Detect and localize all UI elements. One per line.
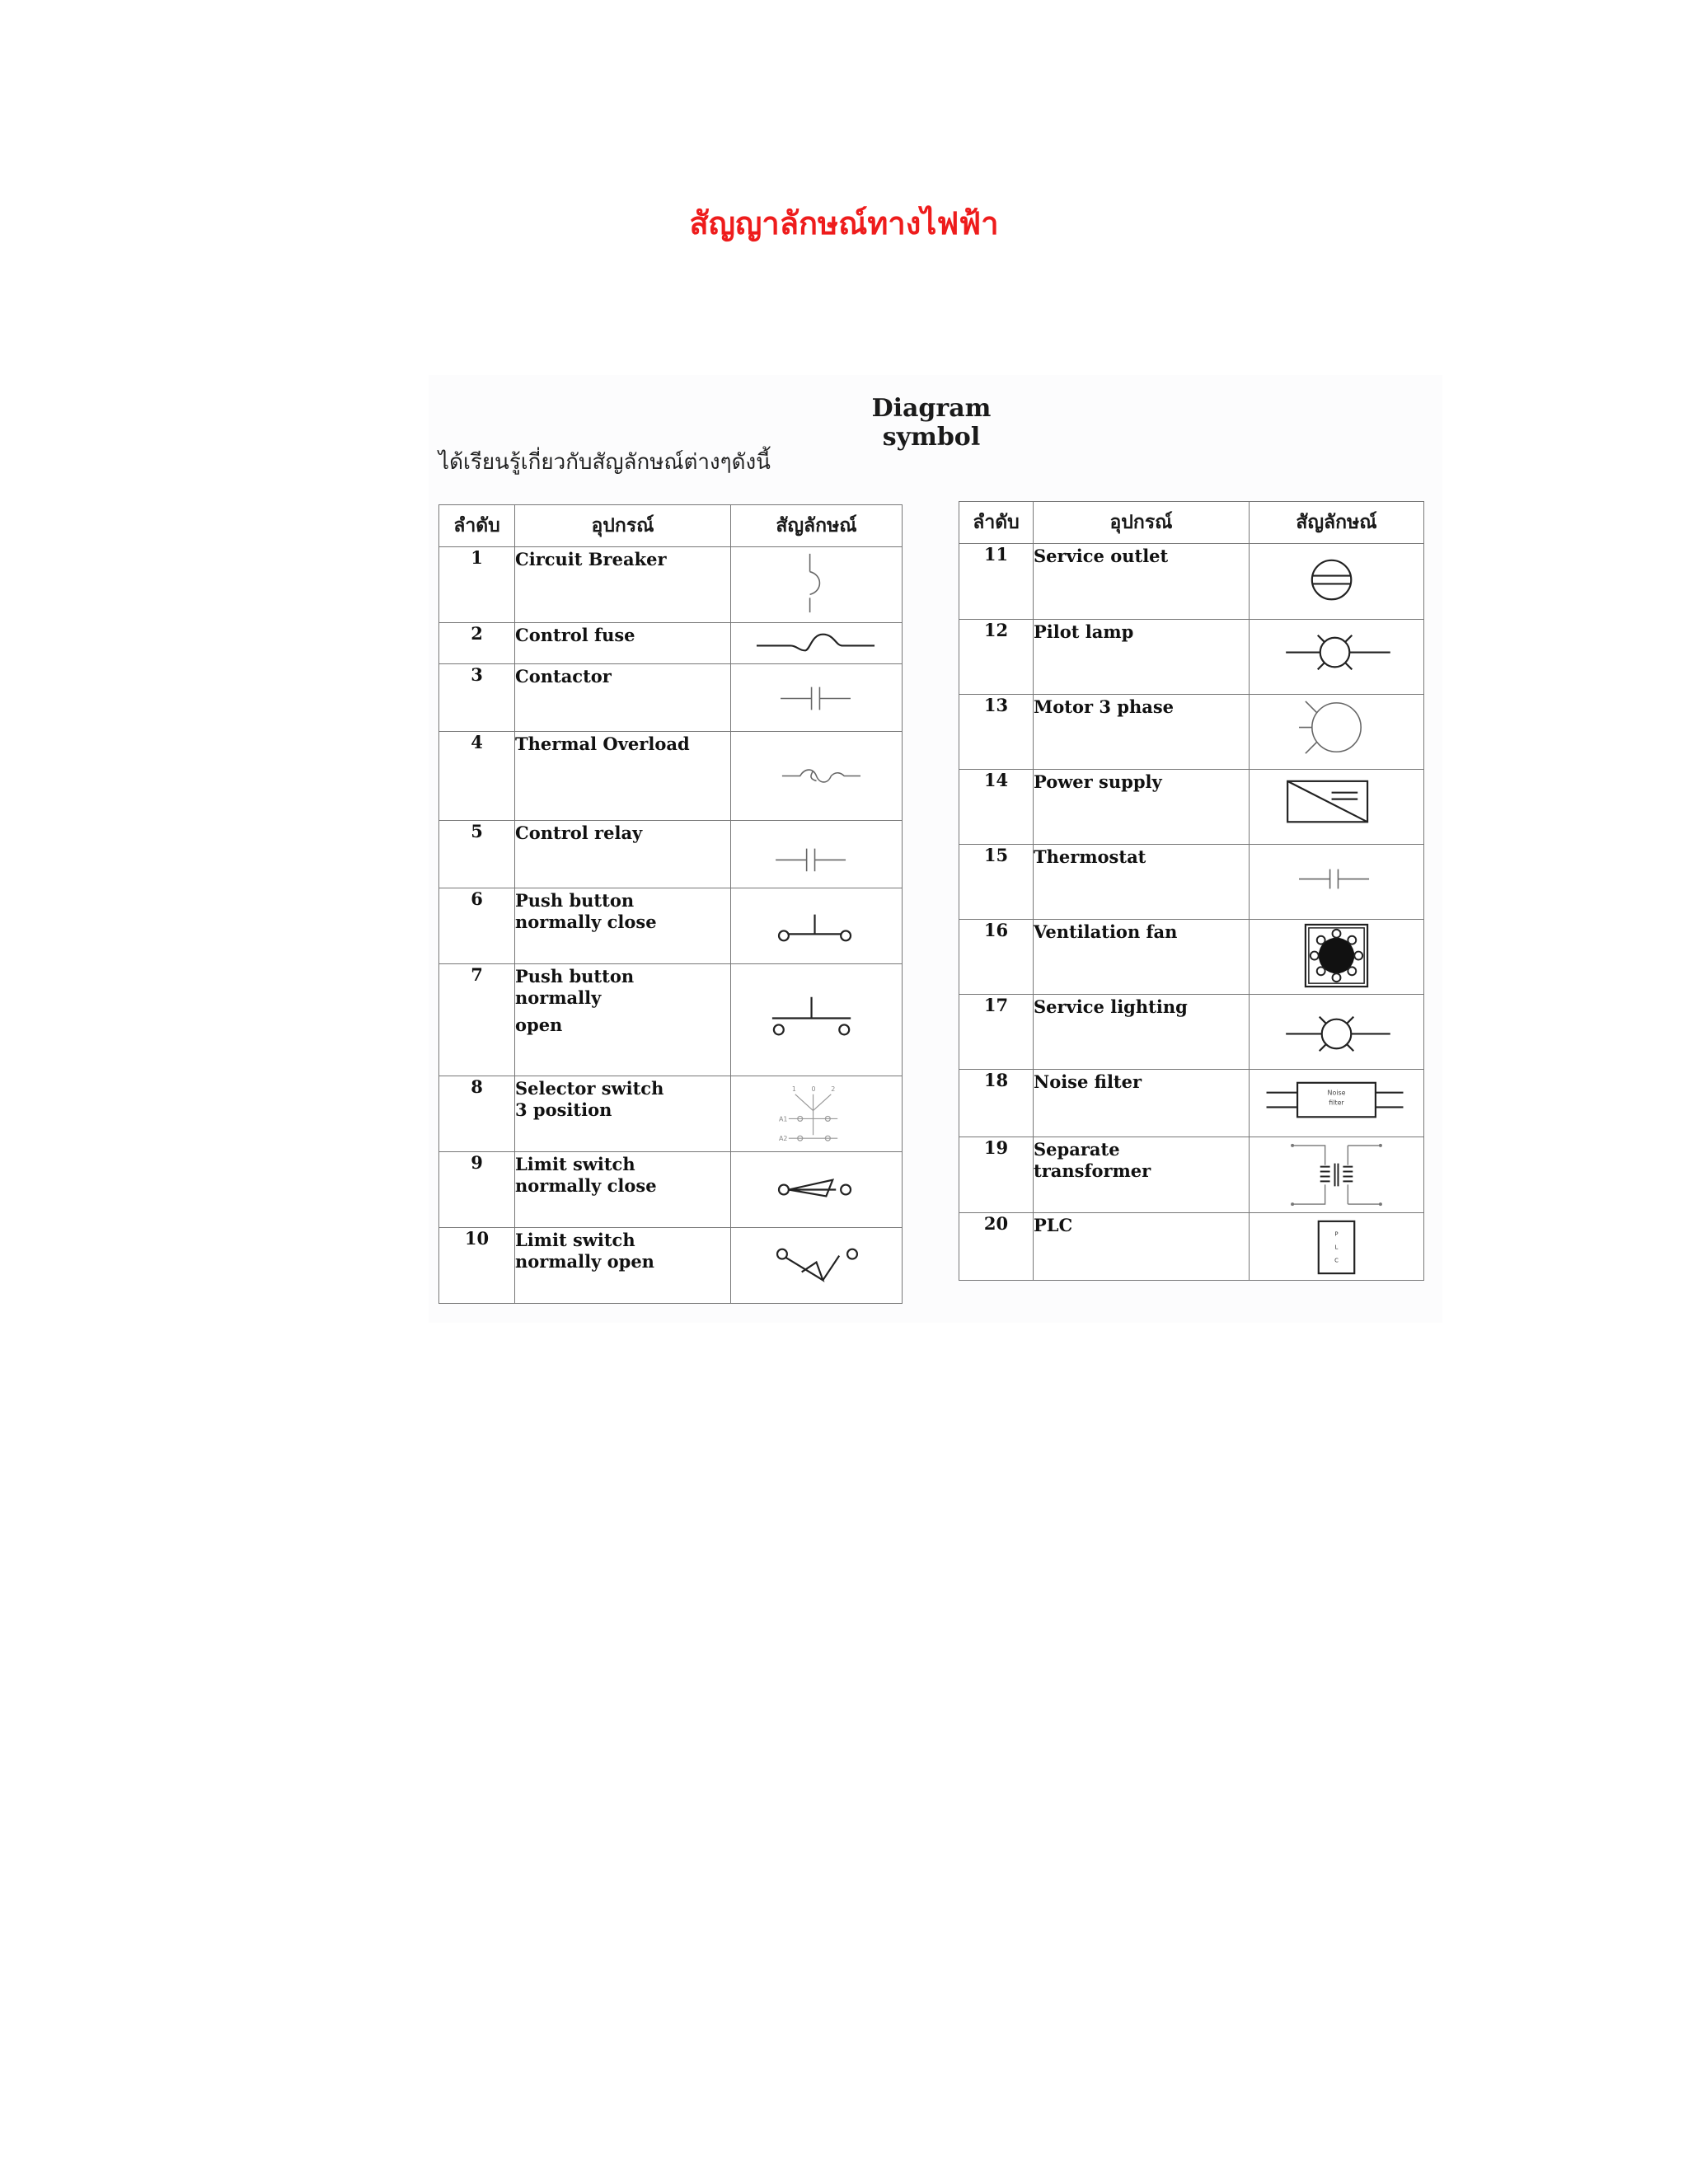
selector-label-a1: A1: [779, 1115, 788, 1123]
device-name: Power supply: [1034, 770, 1250, 845]
device-name: Contactor: [515, 664, 731, 732]
table-row: [959, 995, 1424, 1070]
row-number: 3: [439, 664, 515, 732]
motor-icon: [1250, 695, 1424, 770]
outlet-icon: [1250, 544, 1424, 620]
header-order: ลำดับ: [959, 502, 1034, 544]
row-number: 12: [959, 620, 1034, 695]
device-name: Thermal Overload: [515, 732, 731, 821]
table-row: [439, 1228, 903, 1304]
plc-icon: [1250, 1213, 1424, 1281]
plc-letter-l: L: [1334, 1244, 1339, 1251]
table-row: [439, 1076, 903, 1152]
selector-switch-icon: [731, 1076, 903, 1152]
device-name: Noise filter: [1034, 1070, 1250, 1137]
row-number: 7: [439, 964, 515, 1076]
table-row: [959, 770, 1424, 845]
table-row: [439, 888, 903, 964]
symbol-table-right: [959, 501, 1424, 1281]
thermal-overload-icon: [731, 732, 903, 821]
header-device: อุปกรณ์: [515, 505, 731, 547]
device-name: PLC: [1034, 1213, 1250, 1281]
header-device: อุปกรณ์: [1034, 502, 1250, 544]
device-name: Separate transformer: [1034, 1137, 1250, 1213]
noise-filter-label-1: Noise: [1327, 1089, 1346, 1097]
selector-label-2: 2: [831, 1085, 836, 1093]
row-number: 6: [439, 888, 515, 964]
row-number: 10: [439, 1228, 515, 1304]
row-number: 1: [439, 547, 515, 623]
table-row: [959, 845, 1424, 920]
device-name: Service lighting: [1034, 995, 1250, 1070]
header-symbol: สัญลักษณ์: [731, 505, 903, 547]
circuit-breaker-icon: [731, 547, 903, 623]
intro-text: ได้เรียนรู้เกี่ยวกับสัญลักษณ์ต่างๆดังนี้: [438, 450, 771, 475]
header-order: ลำดับ: [439, 505, 515, 547]
row-number: 16: [959, 920, 1034, 995]
device-name: Motor 3 phase: [1034, 695, 1250, 770]
diagram-heading: Diagram symbol: [871, 394, 992, 452]
noise-filter-icon: [1250, 1070, 1424, 1137]
limit-switch-nc-icon: [731, 1152, 903, 1228]
row-number: 19: [959, 1137, 1034, 1213]
push-button-nc-icon: [731, 888, 903, 964]
table-row: [439, 547, 903, 623]
selector-label-1: 1: [791, 1085, 796, 1093]
selector-label-a2: A2: [779, 1135, 788, 1143]
table-row: [959, 544, 1424, 620]
contactor-icon: [731, 664, 903, 732]
power-supply-icon: [1250, 770, 1424, 845]
control-relay-icon: [731, 821, 903, 888]
row-number: 14: [959, 770, 1034, 845]
row-number: 11: [959, 544, 1034, 620]
fuse-icon: [731, 623, 903, 664]
ventilation-fan-icon: [1250, 920, 1424, 995]
page-title: สัญญาลักษณ์ทางไฟฟ้า: [689, 205, 999, 241]
service-lighting-icon: [1250, 995, 1424, 1070]
device-name: Push button normally open: [515, 964, 731, 1076]
row-number: 20: [959, 1213, 1034, 1281]
row-number: 2: [439, 623, 515, 664]
table-row: [959, 1213, 1424, 1281]
transformer-icon: [1250, 1137, 1424, 1213]
push-button-no-icon: [731, 964, 903, 1076]
plc-letter-p: P: [1334, 1230, 1339, 1238]
selector-label-0: 0: [811, 1085, 816, 1093]
row-number: 9: [439, 1152, 515, 1228]
plc-letter-c: C: [1334, 1257, 1339, 1264]
row-number: 18: [959, 1070, 1034, 1137]
thermostat-icon: [1250, 845, 1424, 920]
table-row: [959, 1137, 1424, 1213]
row-number: 8: [439, 1076, 515, 1152]
device-name: Ventilation fan: [1034, 920, 1250, 995]
table-row: [439, 821, 903, 888]
limit-switch-no-icon: [731, 1228, 903, 1304]
table-row: [959, 920, 1424, 995]
pilot-lamp-icon: [1250, 620, 1424, 695]
row-number: 5: [439, 821, 515, 888]
table-row: [439, 732, 903, 821]
symbol-table-left: [438, 504, 903, 1304]
device-name: Selector switch 3 position: [515, 1076, 731, 1152]
table-row: [439, 1152, 903, 1228]
device-name: Push button normally close: [515, 888, 731, 964]
device-name: Limit switch normally open: [515, 1228, 731, 1304]
table-row: [959, 620, 1424, 695]
device-name: Pilot lamp: [1034, 620, 1250, 695]
device-name: Service outlet: [1034, 544, 1250, 620]
row-number: 13: [959, 695, 1034, 770]
table-row: [959, 1070, 1424, 1137]
table-row: [439, 664, 903, 732]
table-row: [439, 964, 903, 1076]
row-number: 15: [959, 845, 1034, 920]
device-name: Control relay: [515, 821, 731, 888]
device-name: Circuit Breaker: [515, 547, 731, 623]
device-name: Control fuse: [515, 623, 731, 664]
table-row: [439, 623, 903, 664]
row-number: 4: [439, 732, 515, 821]
header-symbol: สัญลักษณ์: [1250, 502, 1424, 544]
row-number: 17: [959, 995, 1034, 1070]
device-name: Limit switch normally close: [515, 1152, 731, 1228]
table-row: [959, 695, 1424, 770]
device-name: Thermostat: [1034, 845, 1250, 920]
noise-filter-label-2: filter: [1329, 1099, 1344, 1107]
